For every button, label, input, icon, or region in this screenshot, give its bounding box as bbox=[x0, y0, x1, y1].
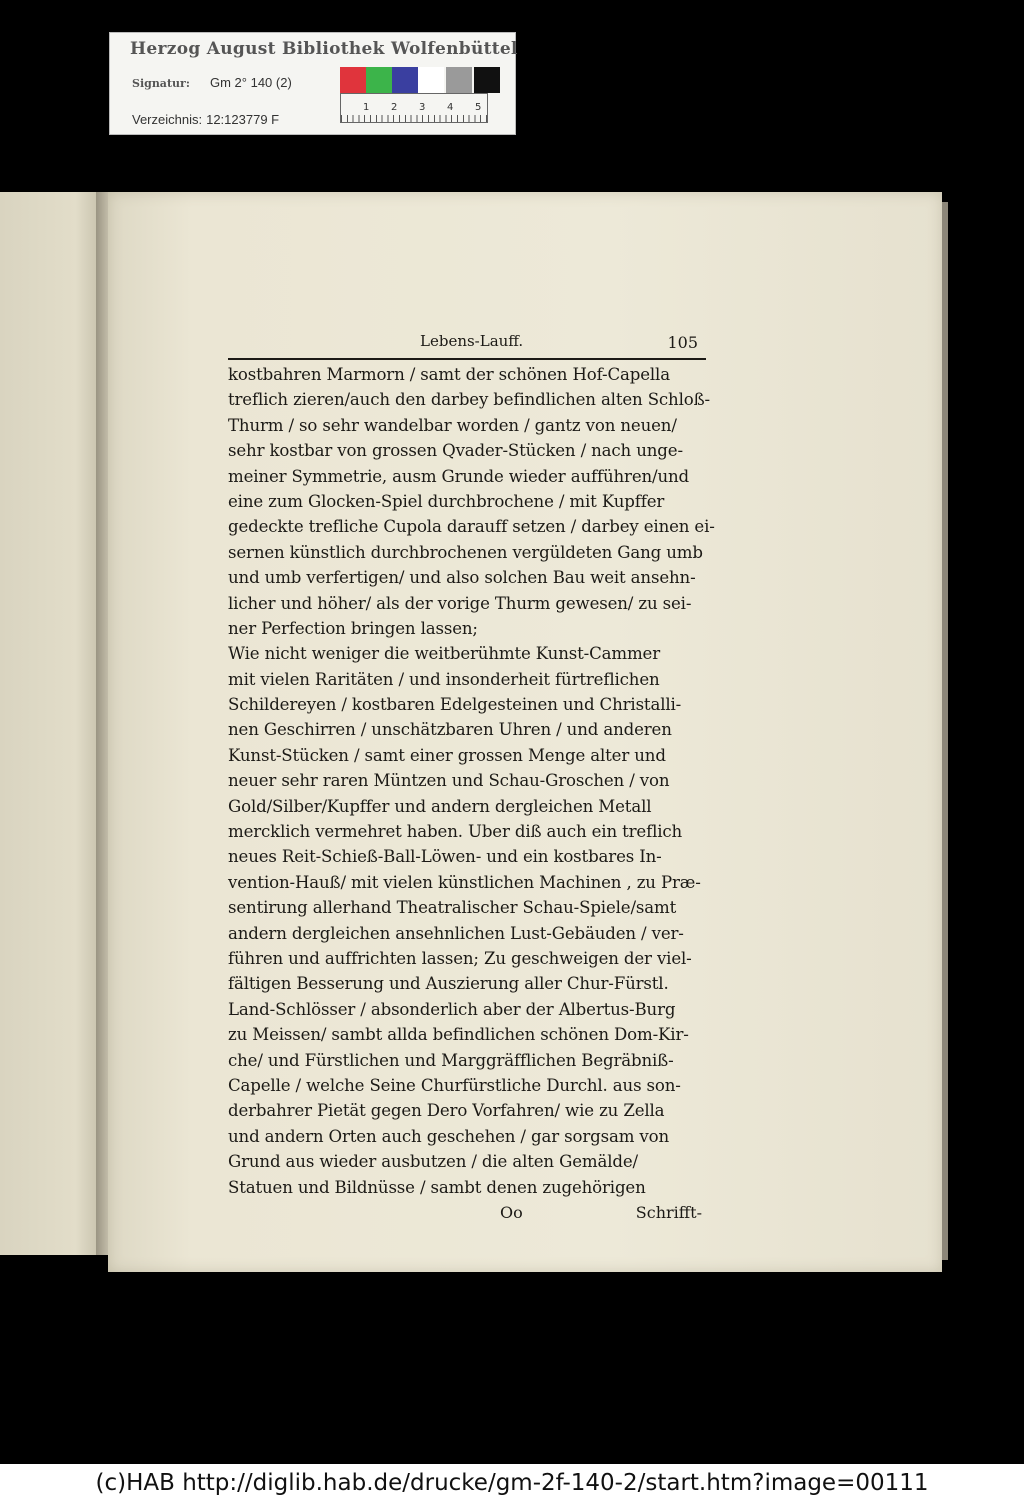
copyright-footer: (c)HAB http://diglib.hab.de/drucke/gm-2f-140-2/start.htm?image=00111 bbox=[0, 1464, 1024, 1503]
body-text bbox=[228, 362, 715, 1200]
text-line: zu Meissen/ sambt allda befindlichen schönen Dom-Kir- bbox=[228, 1025, 689, 1045]
page-number: 105 bbox=[667, 333, 698, 352]
text-line: derbahrer Pietät gegen Dero Vorfahren/ wie zu Zella bbox=[228, 1101, 665, 1121]
scale-ruler bbox=[340, 93, 488, 123]
page-edge bbox=[942, 202, 948, 1260]
header-rule bbox=[228, 358, 706, 360]
color-swatch-gray bbox=[446, 67, 472, 93]
library-name: Herzog August Bibliothek Wolfenbüttel bbox=[130, 39, 518, 59]
text-line: Kunst-Stücken / samt einer grossen Menge alter und bbox=[228, 745, 666, 765]
text-line: neuer sehr raren Müntzen und Schau-Groschen / von bbox=[228, 771, 670, 791]
page-header bbox=[228, 328, 706, 358]
text-block bbox=[228, 328, 715, 1226]
text-line: che/ und Fürstlichen und Marggräfflichen Begräbniß- bbox=[228, 1050, 674, 1070]
text-line: Statuen und Bildnüsse / sambt denen zugehörigen bbox=[228, 1177, 646, 1197]
text-line: vention-Hauß/ mit vielen künstlichen Machinen , zu Præ- bbox=[228, 872, 701, 892]
text-line: licher und höher/ als der vorige Thurm gewesen/ zu sei- bbox=[228, 593, 692, 613]
ruler-number: 4 bbox=[447, 102, 454, 113]
text-line: nen Geschirren / unschätzbaren Uhren / und anderen bbox=[228, 720, 672, 740]
text-line: eine zum Glocken-Spiel durchbrochene / mit Kupffer bbox=[228, 491, 665, 511]
text-line: mit vielen Raritäten / und insonderheit fürtreflichen bbox=[228, 669, 660, 689]
text-line: gedeckte trefliche Cupola darauff setzen / darbey einen ei- bbox=[228, 517, 715, 537]
text-line: mercklich vermehret haben. Uber diß auch ein treflich bbox=[228, 822, 683, 842]
color-swatch-red bbox=[340, 67, 366, 93]
text-line: kostbahren Marmorn / samt der schönen Hof-Capella bbox=[228, 365, 670, 384]
verzeichnis-key: Verzeichnis: bbox=[132, 112, 203, 127]
catchword: Schrifft- bbox=[635, 1202, 702, 1222]
ruler-number: 1 bbox=[363, 102, 370, 113]
text-line: führen und auffrichten lassen; Zu geschweigen der viel- bbox=[228, 948, 692, 968]
text-line: Thurm / so sehr wandelbar worden / gantz von neuen/ bbox=[228, 415, 677, 435]
text-line: andern dergleichen ansehnlichen Lust-Gebäuden / ver- bbox=[228, 923, 684, 943]
text-line: neues Reit-Schieß-Ball-Löwen- und ein kostbares In- bbox=[228, 847, 662, 867]
text-line: sernen künstlich durchbrochenen vergüldeten Gang umb bbox=[228, 542, 703, 562]
text-line: und umb verfertigen/ und also solchen Bau weit ansehn- bbox=[228, 568, 696, 588]
text-line: sehr kostbar von grossen Qvader-Stücken / nach unge- bbox=[228, 441, 683, 461]
text-line: meiner Symmetrie, ausm Grunde wieder aufführen/und bbox=[228, 466, 690, 486]
text-line: treflich zieren/auch den darbey befindlichen alten Schloß- bbox=[228, 390, 710, 410]
text-line: Gold/Silber/Kupffer und andern dergleichen Metall bbox=[228, 796, 652, 816]
text-line: sentirung allerhand Theatralischer Schau-Spiele/samt bbox=[228, 898, 677, 918]
text-line: Capelle / welche Seine Churfürstliche Durchl. aus son- bbox=[228, 1075, 681, 1095]
ruler-number: 3 bbox=[419, 102, 426, 113]
text-line: ner Perfection bringen lassen; bbox=[228, 618, 478, 638]
book-page bbox=[108, 192, 942, 1272]
color-swatch-green bbox=[366, 67, 392, 93]
ruler-number: 5 bbox=[475, 102, 482, 113]
verzeichnis bbox=[132, 112, 279, 127]
signature-mark: Oo bbox=[500, 1202, 523, 1222]
signatur-value: Gm 2° 140 (2) bbox=[210, 75, 292, 90]
color-swatch-blue bbox=[392, 67, 418, 93]
text-line: Grund aus wieder ausbutzen / die alten Gemälde/ bbox=[228, 1152, 638, 1172]
text-line: fältigen Besserung und Auszierung aller Chur-Fürstl. bbox=[228, 974, 669, 994]
text-line: Land-Schlösser / absonderlich aber der Albertus-Burg bbox=[228, 999, 676, 1019]
text-line: Schildereyen / kostbaren Edelgesteinen und Christalli- bbox=[228, 695, 682, 715]
running-head: Lebens-Lauff. bbox=[420, 332, 524, 350]
text-line: und andern Orten auch geschehen / gar sorgsam von bbox=[228, 1126, 670, 1146]
verzeichnis-value: 12:123779 F bbox=[206, 112, 280, 127]
text-line: Wie nicht weniger die weitberühmte Kunst-Cammer bbox=[228, 644, 660, 664]
signatur-key: Signatur: bbox=[132, 77, 190, 90]
color-swatch-black bbox=[474, 67, 500, 93]
ruler-number: 2 bbox=[391, 102, 398, 113]
color-swatch-white bbox=[418, 67, 444, 93]
left-page bbox=[0, 192, 108, 1255]
page-footer-line bbox=[228, 1200, 706, 1226]
library-label-card bbox=[109, 32, 516, 135]
